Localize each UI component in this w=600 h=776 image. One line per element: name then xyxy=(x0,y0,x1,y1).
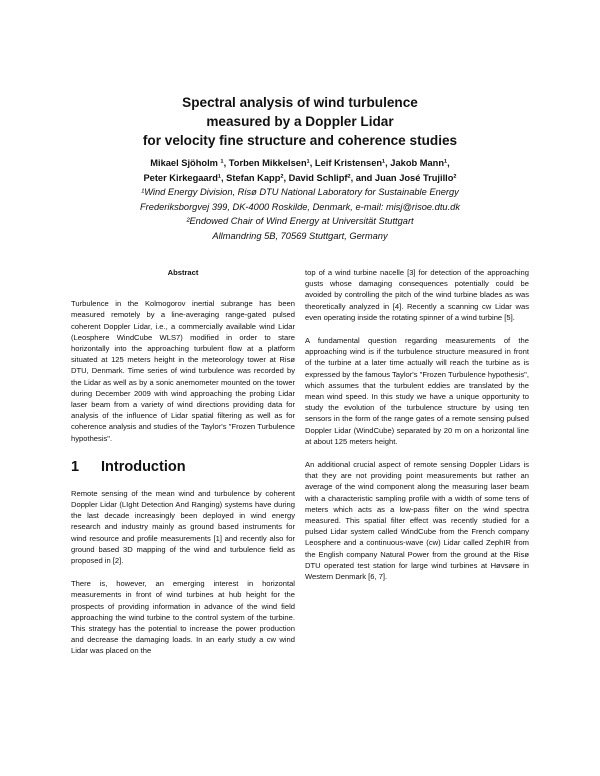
title-line-3: for velocity fine structure and coherence studies xyxy=(142,133,458,148)
abstract-text: Turbulence in the Kolmogorov inertial subrange has been measured remotely by a line-averaging range-gated pulsed coherent Doppler Lidar, i.e., a commercially available wind Lidar (Leosphere WindCube WLS7) modified in order to stare horizontally into the approaching turbulent flow at a platform situated at 125 meters height in the meteorology tower at Risø DTU, Denmark. Time series of wind turbulence was recorded by the Lidar as well as by a sonic anemometer mounted on the tower during December 2009 with wind approaching the probing Lidar laser beam from a variety of wind directions providing data for analysis of the influence of Lidar spatial filtering as well as for coherence analysis and studies of the Taylor's "Frozen Turbulence hypothesis". xyxy=(71,299,295,443)
intro-paragraph-2: There is, however, an emerging interest in horizontal measurements in front of wind turbines at hub height for the prospects of providing information in advance of the wind field approaching the wind turbine to the control system of the turbine. This strategy has the potential to increase the power production and decrease the damaging loads. In an early study a cw wind Lidar was placed on the xyxy=(71,579,295,656)
section-heading-introduction xyxy=(71,458,295,476)
affiliation-2-line-2: Allmandring 5B, 70569 Stuttgart, Germany xyxy=(212,230,388,241)
paper-title xyxy=(0,93,600,150)
affiliation-1-line-1: ¹Wind Energy Division, Risø DTU National Laboratory for Sustainable Energy xyxy=(141,187,459,198)
abstract-heading: Abstract xyxy=(167,268,199,277)
title-line-2: measured by a Doppler Lidar xyxy=(206,114,394,129)
author-block xyxy=(0,156,600,244)
section-number: 1 xyxy=(71,458,80,475)
left-column xyxy=(71,267,295,669)
affiliation-2-line-1: ²Endowed Chair of Wind Energy at Universität Stuttgart xyxy=(186,216,414,227)
title-line-1: Spectral analysis of wind turbulence xyxy=(182,95,418,110)
author-line-1: Mikael Sjöholm ¹, Torben Mikkelsen¹, Leif Kristensen¹, Jakob Mann¹, xyxy=(150,158,450,168)
intro-paragraph-3: top of a wind turbine nacelle [3] for detection of the approaching gusts whose damaging consequences potentially could be avoided by controlling the pitch of the wind turbine blades as was theoretically analyzed in [4]. Recently a scanning cw Lidar was even operating inside the rotating spinner of a wind turbine [5]. xyxy=(305,268,529,322)
author-line-2: Peter Kirkegaard¹, Stefan Kapp², David Schlipf², and Juan José Trujillo² xyxy=(143,172,457,183)
affiliation-1-line-2: Frederiksborgvej 399, DK-4000 Roskilde, Denmark, e-mail: misj@risoe.dtu.dk xyxy=(140,201,460,212)
section-title: Introduction xyxy=(101,458,186,475)
right-column xyxy=(305,267,529,594)
intro-paragraph-5: An additional crucial aspect of remote sensing Doppler Lidars is that they are not providing point measurements but rather an average of the wind component along the measuring laser beam with a characteristic sampling profile with a width of some tens of meters which acts as a low-pass filter on the wind spectra measured. This spatial filter effect was recently studied for a pulsed Lidar system called WindCube from the French company Leosphere and a continuous-wave (cw) Lidar called ZephIR from the English company Natural Power from the ground at the Risø DTU operated test station for large wind turbines at Høvsøre in Western Denmark [6, 7]. xyxy=(305,460,529,582)
intro-paragraph-4: A fundamental question regarding measurements of the approaching wind is if the turbulence structure measured in front of the turbine at a later time actually will reach the turbine as is expressed by the famous Taylor's "Frozen Turbulence hypothesis", which assumes that the turbulent eddies are translated by the mean wind speed. In this study we have a unique opportunity to study the evolution of the turbulence structure by using ten sensors in the form of the range gates of a remote sensing pulsed Doppler Lidar (WindCube) separated by 20 m on a horizontal line at about 125 meters height. xyxy=(305,336,529,446)
intro-paragraph-1: Remote sensing of the mean wind and turbulence by coherent Doppler Lidar (LIght Detection And Ranging) systems have during the last decade increasingly been deployed in wind energy research and industry mainly as ground based instruments for wind resource and profile measurements [1] and recently also for ground based 3D mapping of the wind and turbulence field as proposed in [2]. xyxy=(71,488,295,566)
